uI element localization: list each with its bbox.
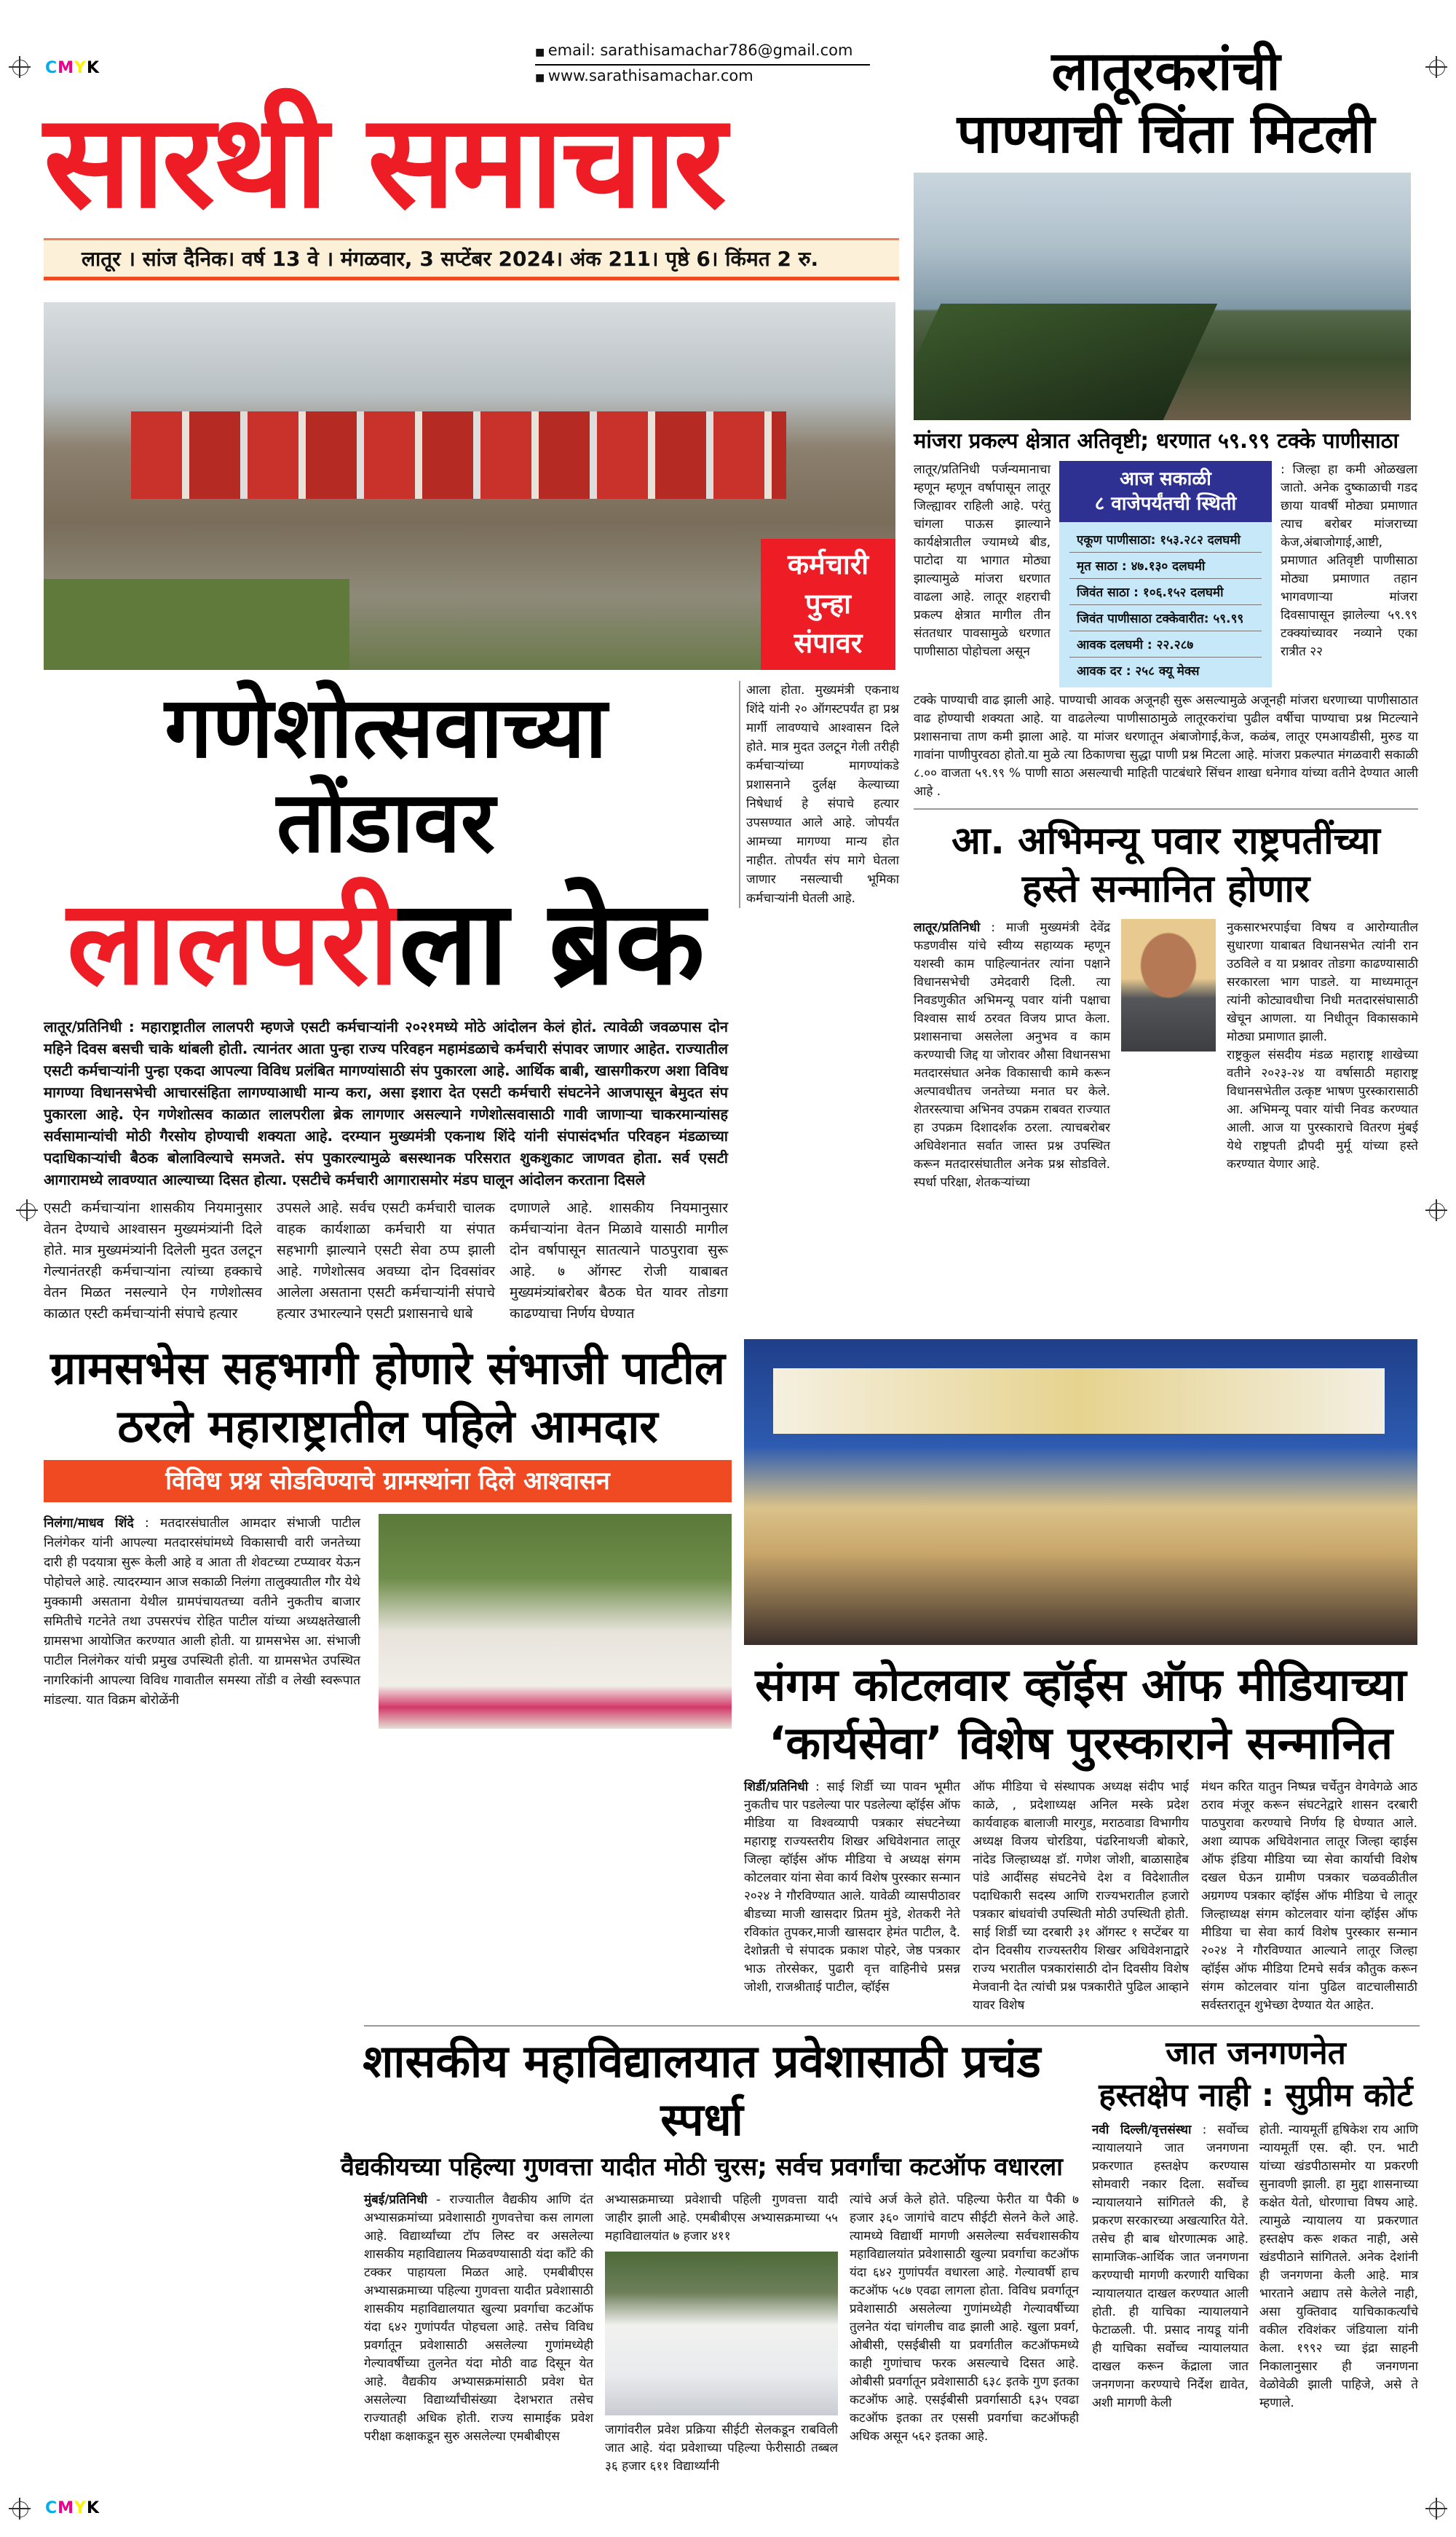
infobox-row: जिवंत पाणीसाठा टक्केवारीत: ५९.९९ [1069,605,1262,631]
divider [364,2025,1420,2027]
census-headline-1: जात जनगणनेत [1166,2035,1346,2072]
badge-line-2: पुन्हा [805,588,851,620]
registration-mark-icon [9,56,31,78]
cmyk-mark-top: CMYK [45,59,100,77]
bus-depot-photo [44,302,895,670]
strike-side-col: आला होता. मुख्यमंत्री एकनाथ शिंदे यांनी २० ऑगस्टपर्यंत हा प्रश्न मार्गी लावण्याचे आश्वासन दिले होते. मात्र मुदत उलटून गेली तरीही कर्मचाऱ्यांच्या मागण्यांकडे प्रशासनाने दुर्लक्ष केल्याच्या निषेधार्थ हे संपाचे हत्यार उपसण्यात आले आहे. जोपर्यंत आमच्या मागण्या मान्य होत नाहीत. तोपर्यंत संप मागे घेतला जाणार नसल्याची भूमिका कर्मचाऱ्यांनी घेतली आहे. [739,681,899,908]
pawar-portrait [1121,919,1216,1052]
sangam-col-2: ऑफ मीडिया चे संस्थापक अध्यक्ष संदीप भाई काळे, , प्रदेशाध्यक्ष अनिल मस्के प्रदेश कार्यवाहक बालाजी मारगुड, मराठवाडा विभागीय अध्यक्ष विजय चोरडिया, पंढरिनाथजी बोकारे, नांदेड जिल्हाध्यक्ष डॉ. गणेश जोशी, बाळासाहेब पांडे आदींसह संघटनेचे देश व विदेशातील पदाधिकारी सदस्य आणि राज्यभरातील हजारो पत्रकार बांधवांची उपस्थिती मोठी उपस्थिती होती. साई शिर्डी च्या दरबारी ३१ ऑगस्ट १ सप्टेंबर या दोन दिवसीय राज्यस्तरीय शिखर अधिवेशनाद्वारे राज्य भरातील पत्रकारांसाठी दोन दिवसीय विशेष मेजवानी देत त्यांची प्रश्न पत्रकारीते पुढिल आव्हाने यावर विशेष [973,1780,1189,2013]
footer-marks [0,2486,1456,2537]
pawar-dateline: लातूर/प्रतिनिधी [914,920,981,935]
sangam-headline-1: संगम कोटलवार व्हॉईस ऑफ मीडियाच्या [755,1658,1406,1711]
infobox-title-2: ८ वाजेपर्यंतची स्थिती [1094,493,1237,515]
registration-mark-icon [1425,56,1447,78]
website: ■ www.sarathisamachar.com [535,66,870,88]
strike-headline-1: गणेशोत्सवाच्या तोंडावर [165,679,607,872]
left-top-block [44,40,899,1325]
pawar-headline-2: हस्ते सन्मानित होणार [1021,867,1310,911]
sangam-col-1: शिर्डी/प्रतिनिधी : साई शिर्डी च्या पावन भूमीत नुकतीच पार पडलेल्या पार पडलेल्या व्हॉईस ऑफ मीडिया या विश्वव्यापी पत्रकार संघटनेच्या महाराष्ट्र राज्यस्तरीय शिखर अधिवेशनात लातूर जिल्हा व्हॉईस ऑफ मीडिया चे अध्यक्ष संगम कोटलवार यांना सेवा कार्य विशेष पुरस्कार सन्मान २०२४ ने गौरविण्यात आले. यावेळी व्यासपीठावर बीडच्या माजी खासदार प्रितम मुंडे, शेतकरी नेते रविकांत तुपकर,माजी खासदार हेमंत पाटील, दै. देशोन्नती चे संपादक प्रकाश पोहरे, जेष्ठ पत्रकार भाऊ तोरसेकर, पुढारी वृत्त वाहिनीचे प्रसन्न जोशी, राजश्रीताई पाटील, व्हॉईस [744,1780,961,1995]
patil-banner: विविध प्रश्न सोडविण्याचे ग्रामस्थांना दिले आश्वासन [44,1460,732,1502]
registration-mark-icon [1425,2498,1447,2520]
infobox-row: आवक दलघमी : २२.२८७ [1069,631,1262,658]
masthead-title: सारथी समाचार [44,84,724,237]
medical-students-photo [605,2252,838,2415]
badge-line-1: कर्मचारी [787,548,869,580]
census-block [1092,2032,1420,2412]
patil-dateline: निलंगा/माधव शिंदे [44,1516,134,1531]
census-col-2: होती. न्यायमूर्ती हृषिकेश राय आणि न्यायमूर्ती एस. व्ही. एन. भाटी यांच्या खंडपीठासमोर या प्रकरणी सुनावणी झाली. हा मुद्दा शासनाच्या कक्षेत येतो, धोरणाचा विषय आहे. त्यामुळे न्यायालय या प्रकरणात हस्तक्षेप करू शकत नाही, असे खंडपीठाने सांगितले. अनेक देशांनी ही जनगणना केली आहे. मात्र भारताने अद्याप तसे केलेले नाही, असा युक्तिवाद याचिकाकर्त्यांचे वकील रविशंकर जंडियाला यांनी केला. १९९२ च्या इंद्रा साहनी निकालानुसार ही जनगणना वेळोवेळी झाली पाहिजे, असे ते म्हणाले. [1259,2123,1418,2410]
right-top-block [914,40,1418,1192]
medical-col-3: त्यांचे अर्ज केले होते. पहिल्या फेरीत या पैकी ७ हजार ३६० जागांचे वाटप सीईटी सेलने केले आहे. त्यामध्ये विद्यार्थी मागणी असलेल्या सर्वचशासकीय महाविद्यालयांत प्रवेशासाठी खुल्या प्रवर्गाचा कटऑफ यंदा ६४२ गुणांपर्यंत वधारला आहे. गेल्यावर्षी हाच कटऑफ ५८७ एवढा लागला होता. विविध प्रवर्गातून प्रवेशासाठी असलेल्या गुणांमध्येही गेल्यावर्षीच्या तुलनेत यंदा चांगलीच वाढ झाली आहे. खुला प्रवर्ग, ओबीसी, एसईबीसी या प्रवर्गातील कटऑफमध्ये काही गुणांचाच फरक असल्याचे दिसत आहे. ओबीसी प्रवर्गातून प्रवेशासाठी ६३८ इतके गुण इतका कटऑफ आहे. एसईबीसी प्रवर्गासाठी ६३५ एवढा कटऑफ इतका तर एससी प्रवर्गाचा कटऑफही अधिक असून ५६२ इतका आहे. [850,2193,1079,2444]
medical-block [320,2032,1083,2476]
headline-red-part: लालपरी [66,875,400,1011]
badge-line-3: संपावर [794,627,863,659]
water-body: टक्के पाण्याची वाढ झाली आहे. पाण्याची आवक अजूनही सुरू असल्यामुळे अजूनही मांजरा धरणाच्या पाणीसाठात वाढ होण्याची शक्यता आहे. या वाढलेल्या पाणीसाठामुळे लातूरकरांचा पुढील वर्षीचा पाण्याचा प्रश्न मिटल्याने प्रशासनाचा ताण कमी झाला आहे. या मांजर धरणातून अंबाजोगाई,केज, कळंब, लातूर एमआयडीसी, मुरुड या गावांना पाणीपुरवठा होतो.या मुळे त्या ठिकाणचा सुद्धा पाणी प्रश्न मिटला आहे. मांजरा प्रकल्पात मंगळवारी सकाळी ८.०० वाजता ५९.९९ % पाणी साठा असल्याची माहिती पाटबंधारे सिंचन शाखा धनेगाव यांच्या वतीने देण्यात आली आहे . [914,693,1418,799]
middle-section [44,1339,1456,2015]
water-subheadline: मांजरा प्रकल्प क्षेत्रात अतिवृष्टी; धरणात ५९.९९ टक्के पाणीसाठा [914,428,1398,453]
divider [914,808,1418,810]
census-headline-2: हस्तक्षेप नाही : सुप्रीम कोर्ट [1099,2077,1413,2114]
water-col-left: लातूर/प्रतिनिधी पर्जन्यमानाचा म्हणून म्हणून वर्षापासून लातूर जिल्ह्यावर राहिली आहे. परंतु चांगला पाऊस झाल्याने कार्यक्षेत्रातील ज्यामध्ये बीड, पाटोदा या भागात मोठ्या झाल्यामुळे मांजरा धरणात वाढला आहे. लातूर शहराची प्रकल्प क्षेत्रात मागील तीन संततधार पावसामुळे धरणात पाणीसाठा पोहोचला असून [914,462,1051,659]
water-headline-1: लातूरकरांची [1051,40,1281,103]
infobox-title-1: आज सकाळी [1120,468,1211,490]
registration-mark-icon [9,2498,31,2520]
infobox-row: जिवंत साठा : १०६.१५२ दलघमी [1069,579,1262,605]
headline-black-part: ला ब्रेक [399,875,705,1011]
strike-lead: लातूर/प्रतिनिधी : महाराष्ट्रातील लालपरी म्हणजे एसटी कर्मचाऱ्यांनी २०२१मध्ये मोठे आंदोलन केलं होतं. त्यावेळी जवळपास दोन महिने दिवस बसची चाके थांबली होती. त्यानंतर आता पुन्हा राज्य परिवहन महामंडळाचे कर्मचारी संपावर जाणार आहेत. राज्यातील एसटी कर्मचाऱ्यांनी पुन्हा एकदा आपल्या विविध प्रलंबित मागण्यांसाठी संप पुकारला आहे. आर्थिक बाबी, खासगीकरण अशा विविध मागण्या विधानसभेची आचारसंहिता लागण्याआधी मान्य करा, असा इशारा देत एसटी कर्मचारी संघटनेने आजपासून बेमुदत संप पुकारला आहे. ऐन गणेशोत्सव काळात लालपरीला ब्रेक लागणार असल्याने गणेशोत्सवासाठी गावी जाणाऱ्या चाकरमान्यांसह सर्वसामान्यांची मोठी गैरसोय होण्याची शक्यता आहे. दरम्यान मुख्यमंत्री एकनाथ शिंदे यांनी संपासंदर्भात परिवहन मंडळाच्या पदाधिकाऱ्यांची बैठक बोलाविल्याचे समजते. संप पुकारल्यामुळे बसस्थानक परिसरात शुकशुकाट जाणवत होता. सर्व एसटी आगारामध्ये लावण्यात आल्याच्या दिसत होत्या. एसटीचे कर्मचारी आगारासमोर मंडप घालून आंदोलन करताना दिसले [44,1018,728,1188]
strike-headline-2 [44,877,728,1009]
sangam-dateline: शिर्डी/प्रतिनिधी [744,1780,809,1794]
strike-badge [761,539,895,670]
census-dateline: नवी दिल्ली/वृत्तसंस्था [1092,2123,1192,2137]
water-col-right: : जिल्हा हा कमी ओळखला जातो. अनेक दुष्काळाची गडद छाया यावर्षी मोठ्या प्रमाणात त्याच बरोबर मांजराच्या केज,अंबाजोगाई,आष्टी, प्रमाणात अतिवृष्टी पाणीसाठा मोठ्या प्रमाणात तहान भागवणाऱ्या मांजरा दिवसापासून झालेल्या ५९.९९ टक्क्यांच्यावर नव्याने एका रात्रीत २२ [1281,462,1417,659]
water-headline-2: पाण्याची चिंता मिटली [957,103,1375,165]
registration-mark-icon [16,1199,38,1221]
dam-photo [914,173,1411,420]
sangam-headline-2: ‘कार्यसेवा’ विशेष पुरस्काराने सन्मानित [768,1716,1393,1769]
pawar-headline-1: आ. अभिमन्यू पवार राष्ट्रपतींच्या [951,819,1380,863]
medical-col-2-bottom: जागांवरील प्रवेश प्रक्रिया सीईटी सेलकडून राबविली जात आहे. यंदा प्रवेशाच्या पहिल्या फेरीसाठी तब्बल ३६ हजार ६११ विद्यार्थ्यांनी [605,2423,838,2474]
medical-dateline: मुंबई/प्रतिनिधी [364,2193,427,2207]
patil-headline-2: ठरले महाराष्ट्रातील पहिले आमदार [117,1400,658,1453]
medical-col-1: मुंबई/प्रतिनिधी - राज्यातील वैद्यकीय आणि दंत अभ्यासक्रमांच्या प्रवेशासाठी गुणवत्तेचा कस लागला आहे. विद्यार्थ्यांच्या टॉप लिस्ट वर असलेल्या शासकीय महाविद्यालय मिळवण्यासाठी यंदा काँटे की टक्कर पाहायला मिळत आहे. एमबीबीएस अभ्यासक्रमाच्या पहिल्या गुणवत्ता यादीत प्रवेशासाठी शासकीय महाविद्यालयात खुल्या प्रवर्गाचा कटऑफ यंदा ६४२ गुणांपर्यंत पोहचला आहे. तसेच विविध प्रवर्गातून प्रवेशासाठी असलेल्या गुणांमध्येही गेल्यावर्षीच्या तुलनेत यंदा मोठी वाढ दिसून येत आहे. वैद्यकीय अभ्यासक्रमांसाठी प्रवेश घेत असलेल्या विद्यार्थ्यांचीसंख्या देशभरात तसेच राज्यातही अधिक होती. राज्य सामाईक प्रवेश परीक्षा कक्षाकडून सुरु असलेल्या एमबीबीएस [364,2193,594,2444]
bottom-section [320,2032,1456,2476]
infobox-row: मृत साठा : ४७.१३० दलघमी [1069,553,1262,579]
email: ■ email: sarathisamachar786@gmail.com [535,40,870,66]
pawar-col-left: लातूर/प्रतिनिधी : माजी मुख्यमंत्री देवेंद्र फडणवीस यांचे स्वीय्य सहाय्यक म्हणून यशस्वी काम पाहिल्यानंतर त्यांना पक्षाने विधानसभेची उमेदवारी दिली. त्या निवडणुकीत अभिमन्यू पवार यांनी पक्षाचा विश्वास सार्थ ठरवत विजय प्राप्त केला. प्रशासनाचा असलेला अनुभव व काम करण्याची जिद्द या जोरावर औसा विधानसभा मतदारसंघात अनेक विकासाची कामे करून अल्पावधीतच जनतेच्या मनात घर केले. शेतरस्त्याचा अभिनव उपक्रम राबवत राज्यात हा उपक्रम दिशादर्शक ठरला. त्याचबरोबर अधिवेशनात सर्वात जास्त प्रश्न उपस्थित करून मतदारसंघातील अनेक प्रश्न सोडविले. स्पर्धा परिक्षा, शेतकऱ्यांच्या [914,920,1110,1190]
infobox-row: एकूण पाणीसाठा: १५३.२८२ दलघमी [1069,526,1262,553]
infobox-row: आवक दर : २५८ क्यू मेक्स [1077,664,1200,679]
medical-col-2-top: अभ्यासक्रमाच्या प्रवेशाची पहिली गुणवत्ता यादी जाहीर झाली आहे. एमबीबीएस अभ्यासक्रमाच्या ५५ महाविद्यालयांत ७ हजार ४११ [605,2193,838,2244]
registration-mark-icon [1425,1199,1447,1221]
award-ceremony-photo [744,1339,1417,1645]
water-status-infobox [1059,461,1272,687]
strike-col-1: एसटी कर्मचाऱ्यांना शासकीय नियमानुसार वेतन देण्याचे आश्वासन मुख्यमंत्र्यांनी दिले होते. मात्र मुख्यमंत्र्यांनी दिलेली मुदत उलटून गेल्यानंतरही कर्मचाऱ्यांना त्यांच्या हक्काचे वेतन मिळत नसल्याने ऐन गणेशोत्सव काळात एस्टी कर्मचाऱ्यांनी संपाचे हत्यार [44,1200,262,1322]
patil-headline-1: ग्रामसभेस सहभागी होणारे संभाजी पाटील [50,1341,725,1394]
pawar-col-right: नुकसारभरपाईचा विषय व आरोग्यातील सुधारणा याबाबत विधानसभेत त्यांनी रान उठविले व या प्रश्नावर तोडगा काढण्यासाठी सरकारला भाग पाडले. या माध्यमातून त्यांनी कोट्यावधीचा निधी मतदारसंघासाठी खेचून आणला. या निधीतून विकासकामे मोठ्या प्रमाणात झाली. राष्ट्रकुल संसदीय मंडळ महाराष्ट्र शाखेच्या वतीने २०२३-२४ या वर्षासाठी महाराष्ट्र विधानसभेतील उत्कृष्ट भाषण पुरस्कारासाठी आ. अभिमन्यू पवार यांची निवड करण्यात आली. आज या पुरस्काराचे वितरण मुंबई येथे राष्ट्रपती द्रौपदी मुर्मू यांच्या हस्ते करण्यात येणार आहे. [1227,920,1418,1172]
census-col-1: नवी दिल्ली/वृत्तसंस्था : सर्वोच्च न्यायालयाने जात जनगणना प्रकरणात हस्तक्षेप करण्यास सोमवारी नकार दिला. सर्वोच्च न्यायालयाने सांगितले की, हे प्रकरण सरकारच्या अखत्यारित येते. तसेच ही बाब धोरणात्मक आहे. सामाजिक-आर्थिक जात जनगणना करण्याची मागणी करणारी याचिका न्यायालयात दाखल करण्यात आली होती. ही याचिका न्यायालयाने फेटाळली. पी. प्रसाद नायडू यांनी ही याचिका सर्वोच्च न्यायालयात दाखल करून केंद्राला जात जनगणना करण्याचे निर्देश द्यावेत, अशी मागणी केली [1092,2123,1249,2410]
gram-sabha-photo [379,1514,732,1729]
strike-col-3: दणाणले आहे. शासकीय नियमानुसार कर्मचाऱ्यांना वेतन मिळावे यासाठी मागील दोन वर्षापासून सातत्याने पाठपुरावा सुरू आहे. ७ ऑगस्ट रोजी याबाबत मुख्यमंत्र्यांबरोबर बैठक घेत यावर तोडगा काढण्याचा निर्णय घेण्यात [510,1200,728,1322]
sangam-block [744,1339,1417,2015]
dateline-bar: लातूर । सांज दैनिक। वर्ष 13 वे । मंगळवार, 3 सप्टेंबर 2024। अंक 211। पृष्ठे 6। किंमत 2 रु. [44,238,899,280]
top-section [44,40,1456,1325]
strike-main [44,681,728,1325]
strike-col-2: उपसले आहे. सर्वच एसटी कर्मचारी चालक वाहक कार्यशाळा कर्मचारी या संपात सहभागी झाल्याने एसटी सेवा ठप्प झाली आहे. गणेशोत्सव अवघ्या दोन दिवसांवर आलेला असताना एसटी कर्मचाऱ्यांनी संपाचे हत्यार उभारल्याने एसटी प्रशासनाचे धाबे [277,1200,495,1322]
cmyk-mark-bottom: CMYK [45,2499,100,2517]
medical-subheadline: वैद्यकीयच्या पहिल्या गुणवत्ता यादीत मोठी चुरस; सर्वच प्रवर्गांचा कटऑफ वधारला [341,2153,1063,2182]
patil-col-left: निलंगा/माधव शिंदे : मतदारसंघातील आमदार संभाजी पाटील निलंगेकर यांनी आपल्या मतदारसंघांमध्ये विकासाची वारी जनतेच्या दारी ही पदयात्रा सुरू केली आहे व आता ती शेवटच्या टप्प्यावर येऊन पोहोचले आहे. त्यादरम्यान आज सकाळी निलंगा तालुक्यातील गौर येथे मुक्कामी असताना येथील ग्रामपंचायतच्या वतीने नुकतीच बाजार समितीचे गटनेते तथा उपसरपंच रोहित पाटील यांच्या अध्यक्षतेखाली ग्रामसभा आयोजित करण्यात आली होती. या ग्रामसभेस आ. संभाजी पाटील निलंगेकर यांची प्रमुख उपस्थिती होती. या ग्रामसभेत उपस्थित नागरिकांनी आपल्या विविध गावातील समस्या तोंडी व लेखी स्वरूपात मांडल्या. यात विक्रम बोरोळेंनी [44,1516,360,1708]
medical-headline: शासकीय महाविद्यालयात प्रवेशासाठी प्रचंड स्पर्धा [363,2035,1041,2146]
sangam-col-3: मंथन करित यातुन निष्पन्न चर्चेतुन वेगवेगळे आठ ठराव मंजूर करून संघटनेद्वारे शासन दरबारी पाठपुरावा करण्याचे निर्णय हि घेण्यात आले. अशा व्यापक अधिवेशनात लातूर जिल्हा व्हाईस ऑफ इंडिया मीडिया च्या सेवा कार्याची विशेष दखल घेऊन ग्रामीण पत्रकार चळवळीतील अग्रगण्य पत्रकार व्हॉईस ऑफ मीडिया चे लातूर जिल्हाध्यक्ष संगम कोटलवार यांना व्हॉईस ऑफ मीडिया चा सेवा कार्य विशेष पुरस्कार सन्मान २०२४ ने गौरविण्यात आल्याने लातूर जिल्हा व्हॉईस ऑफ मीडिया टिमचे सर्वत्र कौतुक करून संगम कोटलवार यांना पुढिल वाटचालीसाठी सर्वस्तरातून शुभेच्छा देण्यात येत आहेत. [1201,1780,1417,2013]
contact-info [535,40,870,88]
patil-block [44,1339,732,1729]
